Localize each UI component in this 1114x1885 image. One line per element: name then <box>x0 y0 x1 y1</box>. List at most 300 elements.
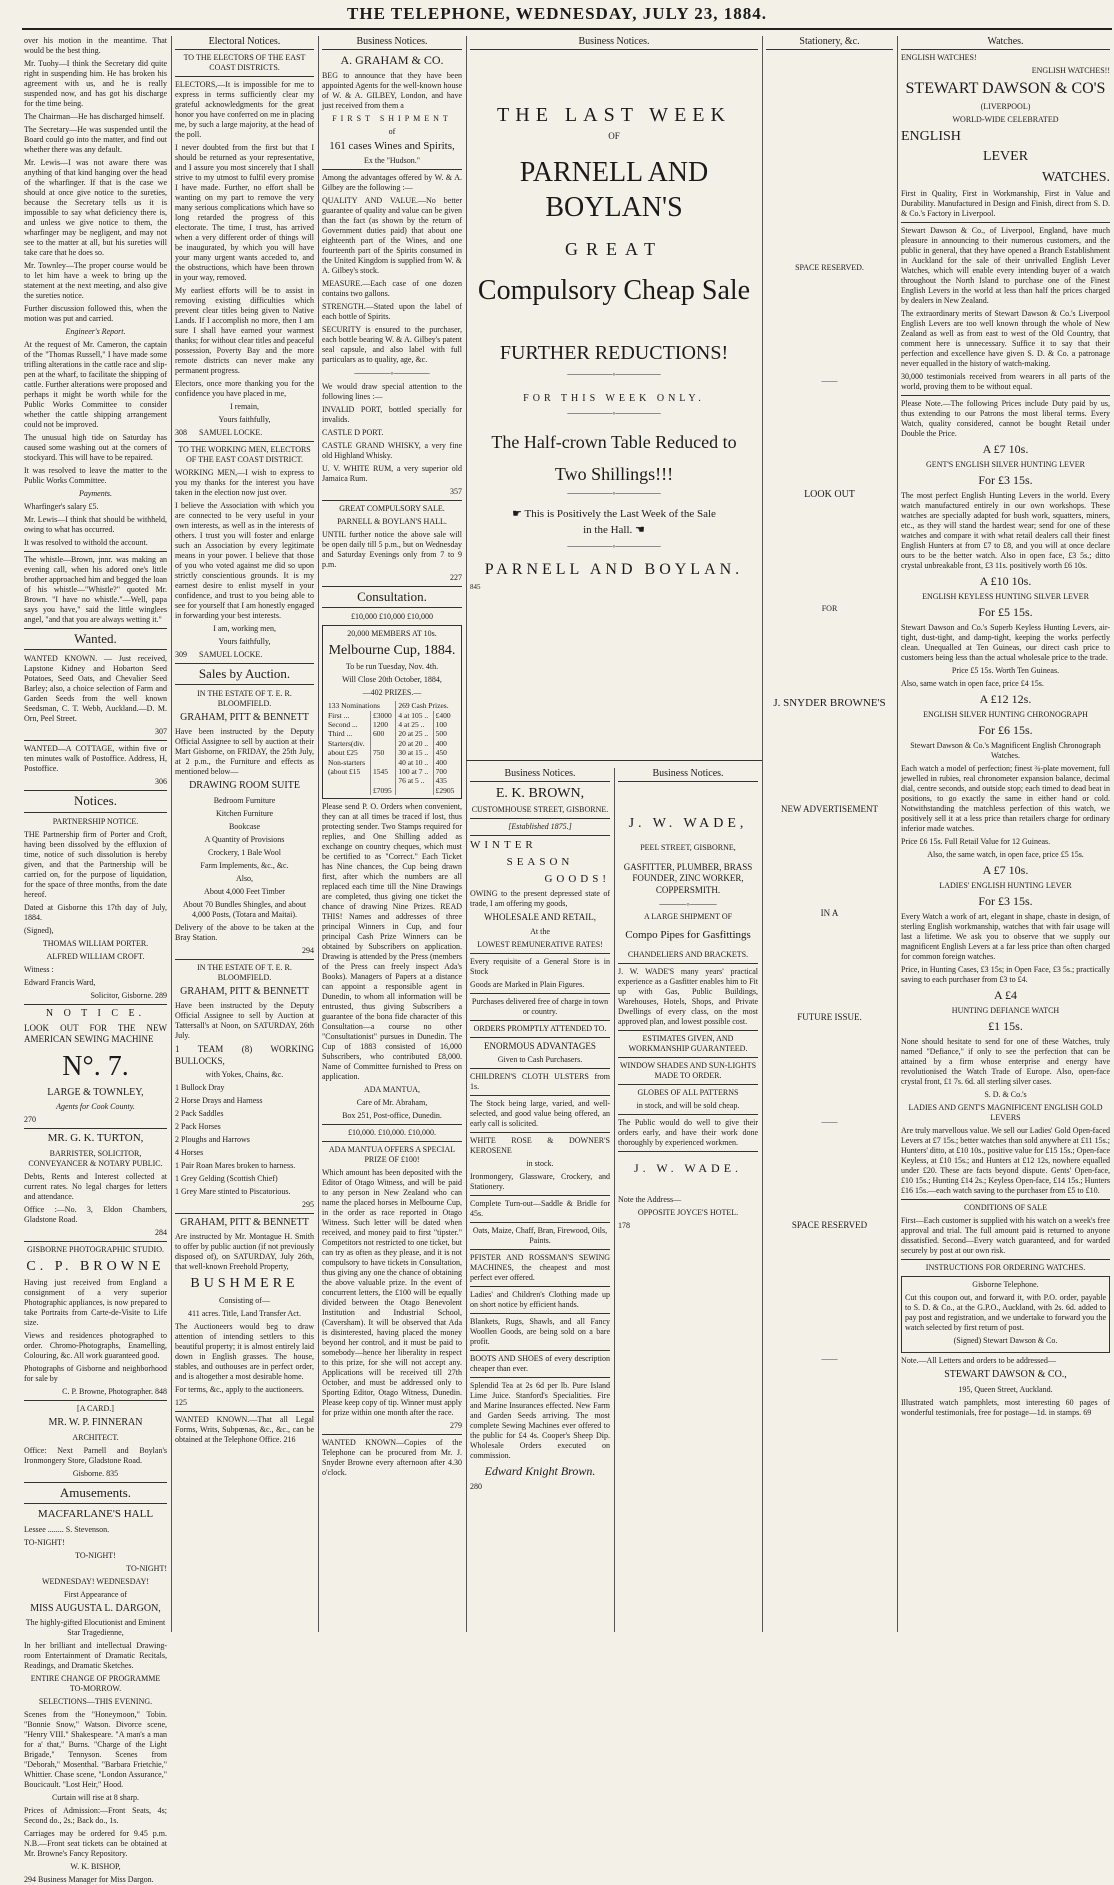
stock-list <box>175 1083 314 1197</box>
watch-desc: Each watch a model of perfection; finest ¾-plate movement, full jewelled in rubies, real chronometer expansion balance, decimal dial, centre seconds, and outside stop; each timed to dead beat in positions, to go exactly the same in either hand or cold. Notwithstanding the matchless perfection of this watch, we positively sell it at a less price than retailers charge for ordinary inferior made watches. <box>901 764 1110 833</box>
table-cell <box>370 758 395 767</box>
winter-label: WINTER <box>470 839 537 851</box>
look-out: LOOK OUT <box>804 488 855 500</box>
compo-pipes: Compo Pipes for Gasfittings <box>625 929 751 941</box>
finneran-town: Gisborne. 835 <box>72 1468 119 1478</box>
divider <box>470 1068 610 1069</box>
table-cell <box>370 739 395 748</box>
list-item: Farm Implements, &c., &c. <box>200 860 289 870</box>
yours-line: Yours faithfully, <box>218 414 271 424</box>
letter-paragraph: I believe the Association with which you are connected to be very useful in your own interests, as well as in the interests of others. I trust you will foster and enlarge such an Association by every legitimate means in your power. I believe that those of you who voted against me did so upon strictly conscientious grounds. It is my earnest desire to enlist myself in your confidence, and trust to you being able to see for yourself that I am honestly engaged in forwarding your best interests. <box>175 500 314 620</box>
divider <box>618 1030 758 1031</box>
list-item: 4 Horses <box>175 1147 204 1157</box>
auction-body: Are instructed by Mr. Montague H. Smith to offer by public auction (if not previously disposed of), on SATURDAY, July 26th, that well-known Freehold Property, <box>175 1232 314 1272</box>
divider <box>470 1195 610 1196</box>
list-item: About 70 Bundles Shingles, and about 4,000 Posts, (Totara and Maitai). <box>182 899 307 919</box>
divider <box>470 1313 610 1314</box>
working-men-letter <box>175 468 314 621</box>
ad-number: 357 <box>450 486 462 496</box>
table-cell: Third ... <box>328 729 353 739</box>
electoral-heading: Electoral Notices. <box>175 36 314 50</box>
prize-total: £2905 <box>433 786 458 795</box>
list-item: 1 Pair Roan Mares broken to harness. <box>175 1160 296 1170</box>
table-cell: 20 at 25 .. <box>396 729 433 738</box>
lever-label: LEVER <box>982 149 1029 164</box>
kerosene: WHITE ROSE & DOWNER'S KEROSENE <box>470 1135 610 1155</box>
divider <box>470 1350 610 1351</box>
sd-address: 195, Queen Street, Auckland. <box>958 1384 1053 1394</box>
table-cell: 450 <box>433 748 458 757</box>
list-item: U. V. WHITE RUM, a very superior old Jamaica Rum. <box>322 463 462 483</box>
price-offer: A £7 10s. <box>982 863 1029 877</box>
payments-paragraph: Wharfinger's salary £5. <box>24 502 99 511</box>
notice-heading: N O T I C E. <box>45 1007 146 1019</box>
auctioneer-name: GRAHAM, PITT & BENNETT <box>180 985 309 997</box>
divider <box>901 222 1110 223</box>
table-cell: 30 at 15 .. <box>396 748 433 757</box>
selections-list: Scenes from the "Honeymoon," Tobin. "Bonnie Snow," Watson. Divorce scene, "Henry VIII." Shakespeare. "A man's a man for a' that," Burns. "Charge of the Light Brigade," Tennyson. Scenes from "Deborah," Mosenthal. "Barbara Frietchie," Whittier. Chase scene, "London Assurance," Boucicault. "Lost Heir," Hood. <box>24 1710 167 1790</box>
column-5 <box>766 36 893 1632</box>
list-item: Kitchen Furniture <box>215 808 274 818</box>
table-row <box>326 767 458 776</box>
dargon-desc: In her brilliant and intellectual Drawing-room Entertainment of Dramatic Recitals, Readings, and Dramatic Sketches. <box>24 1641 167 1671</box>
divider <box>901 1259 1110 1260</box>
melbourne-cup: Melbourne Cup, 1884. <box>328 642 456 658</box>
divider <box>175 441 314 442</box>
wade-street: PEEL STREET, GISBORNE, <box>640 843 736 852</box>
ek-signature: Edward Knight Brown. <box>484 1463 596 1478</box>
engineer-paragraph: At the request of Mr. Cameron, the captain of the "Thomas Russell," I have made some trifling alterations in the cattle race and slip-pen at the wharf, to facilitate the shipping of cattle. Further alterations were proposed and perhaps it might be worth while for the Public Works Committee to consider whether the cattle shipping arrangement could not be improved. <box>24 340 167 429</box>
list-item: A Quantity of Provisions <box>204 834 285 844</box>
first-shipment: FIRST SHIPMENT <box>332 113 452 123</box>
furniture-list <box>175 796 314 871</box>
table-row <box>326 729 458 738</box>
notices-heading: Notices. <box>24 790 167 812</box>
stationery-heading: Stationery, &c. <box>766 36 893 50</box>
first-in-quality: First in Quality, First in Workmanship, First in Value and Durability. Manufactured in Design and Finish, direct from S. D. & Co.'s Factory in Liverpool. <box>901 189 1110 218</box>
new-advertisement: NEW ADVERTISEMENT <box>780 803 879 814</box>
globes-sub: in stock, and will be sold cheap. <box>636 1100 740 1110</box>
watches-label: WATCHES. <box>1041 169 1110 185</box>
watches-desc: Stewart Dawson & Co., of Liverpool, England, have much pleasure in announcing to their numerous customers, and the public in general, that they have opened a Branch Establishment in Auckland for the sale of their unrivalled English Lever Watches, which will enable every intending buyer of a watch throughout the North Island to purchase one of the Finest English Levers in the world at less than half the prices charged by dealers in New Zealand. <box>901 226 1110 305</box>
future-issue: FUTURE ISSUE. <box>797 1012 862 1023</box>
yokes-line: with Yokes, Chains, &c. <box>205 1069 284 1079</box>
report-paragraph: The Secretary—He was suspended until the Board could go into the matter, and find out whether there was any default. <box>24 125 167 154</box>
list-item: 2 Ploughs and Harrows <box>175 1134 250 1144</box>
quality-value: QUALITY AND VALUE.—No better guarantee of quality and value can be given than the fact (as shown by the return of Government duties paid) that about one eighteenth part of the Wines, and one fourteenth part of the Spirits consumed in the United Kingdom is supplied from W. & A. Gilbey's stock. <box>322 196 462 276</box>
column-2 <box>175 36 314 1632</box>
world-wide: WORLD-WIDE CELEBRATED <box>952 114 1059 124</box>
ad-number: 279 <box>450 1421 462 1430</box>
table-cell: First ... <box>328 710 350 720</box>
this-week-only: FOR THIS WEEK ONLY. <box>523 392 705 404</box>
payments-paragraph: Mr. Lewis—I think that should be withheld, owing to what has occurred. <box>24 515 167 534</box>
prize-table <box>326 701 458 795</box>
wanted-ad-cottage: WANTED—A COTTAGE, within five or ten minutes walk of Postoffice. Address, H, Postoffice. <box>24 744 167 774</box>
clothing-line: Ladies' and Children's Clothing made up on short notice by efficient hands. <box>470 1289 610 1309</box>
tonight: TO-NIGHT! <box>75 1550 116 1560</box>
compulsory-sale-title: Compulsory Cheap Sale <box>477 275 751 307</box>
note-letters: Note.—All Letters and orders to be addressed— <box>901 1356 1056 1365</box>
orders-attended: ORDERS PROMPTLY ATTENDED TO. <box>473 1023 607 1033</box>
cases-line: 161 cases Wines and Spirits, <box>329 139 455 152</box>
pointing-hand-icon: ☛ <box>512 507 525 520</box>
english-watches: ENGLISH WATCHES! <box>901 52 977 62</box>
ad-number: 178 <box>618 1220 630 1230</box>
globes: GLOBES OF ALL PATTERNS <box>637 1087 739 1097</box>
prize-total: £7095 <box>370 786 395 795</box>
requisite-line: Every requisite of a General Store is in Stock <box>470 956 610 976</box>
witness-name: Edward Francis Ward, <box>24 977 96 987</box>
letter-paragraph: ELECTORS,—It is impossible for me to express in terms sufficiently clear my grateful acknowledgments for the great honor you have conferred on me in placing me, by such a large majority, at the head of the poll. <box>175 79 314 139</box>
table-cell: 100 at 7 .. <box>396 767 433 776</box>
auction-heading: Sales by Auction. <box>175 663 314 685</box>
watch-price: For £3 15s. <box>978 473 1033 487</box>
coupon-box <box>901 1276 1110 1353</box>
programme-change: ENTIRE CHANGE OF PROGRAMME TO-MORROW. <box>30 1674 161 1694</box>
prize-head: 133 Nominations <box>328 701 380 711</box>
list-item: 2 Horse Drays and Harness <box>175 1095 263 1105</box>
partnership-date: Dated at Gisborne this 17th day of July, 1884. <box>24 902 167 922</box>
ornament-divider: —————◦————— <box>567 541 661 551</box>
ad-number: 306 <box>155 777 167 787</box>
table-row <box>326 748 458 757</box>
divider <box>24 551 167 552</box>
report-paragraph: over his motion in the meantime. That would be the best thing. <box>24 36 167 55</box>
price-offer: A £10 10s. <box>979 574 1032 588</box>
divider <box>322 169 462 170</box>
purchases-delivered: Purchases delivered free of charge in town or country. <box>471 996 609 1016</box>
ek-brown-heading: E. K. BROWN, <box>495 785 585 801</box>
table-cell: 750 <box>370 748 395 757</box>
bullock-team: 1 TEAM (8) WORKING BULLOCKS, <box>175 1044 314 1066</box>
engineer-paragraph: It was resolved to leave the matter to the Public Works Committee. <box>24 466 167 485</box>
wanted-ad-seeds: WANTED KNOWN. — Just received, Lapstone Kidney and Hobarton Seed Potatoes, Seed Oats, and Chevalier Seed Barley; also, a choice selection of Farm and Garden Seeds from the well known Seedsman, C. T. Webb, Auckland.—D. M. Orn, Peel Street. <box>24 654 167 724</box>
close-date: Will Close 20th October, 1884, <box>342 675 442 685</box>
ornament-divider: —————◦————— <box>567 408 661 418</box>
estimates: ESTIMATES GIVEN, AND WORKMANSHIP GUARANTEED. <box>628 1033 748 1053</box>
finneran-title: ARCHITECT. <box>72 1432 119 1442</box>
masthead-title: THE TELEPHONE, WEDNESDAY, JULY 23, 1884. <box>347 4 767 23</box>
finneran-heading: MR. W. P. FINNERAN <box>48 1417 143 1429</box>
divider <box>470 1037 610 1038</box>
table-row <box>326 776 458 785</box>
watch-name: HUNTING DEFIANCE WATCH <box>951 1006 1060 1015</box>
auction-body: Have been instructed by the Deputy Official Assignee to sell by auction at their Mart Gisborne, on FRIDAY, the 25th July, at 2 p.m., the Furniture and effects as mentioned below— <box>175 727 314 777</box>
photo-body: Views and residences photographed to order. Chromo-Photographs, Enamelling, Colouring, &c. All work guaranteed good. <box>24 1331 167 1361</box>
for-label: FOR <box>821 604 838 613</box>
prize-head: 269 Cash Prizes. <box>396 701 458 710</box>
timber-list <box>175 887 314 920</box>
owing-body: OWING to the present depressed state of trade, I am offering my goods, <box>470 889 610 909</box>
hall-heading: MACFARLANE'S HALL <box>37 1508 154 1520</box>
divider <box>618 1114 758 1115</box>
divider <box>322 1141 462 1142</box>
divider <box>470 1020 610 1021</box>
list-item: Bedroom Furniture <box>213 795 276 805</box>
divider <box>470 818 610 819</box>
watch-sub: Stewart Dawson & Co.'s Magnificent English Chronograph Watches. <box>910 741 1101 760</box>
electors-letter <box>175 80 314 399</box>
photo-sign: C. P. Browne, Photographer. 848 <box>62 1387 167 1397</box>
letter-paragraph: Electors, once more thanking you for the confidence you have placed in me, <box>175 378 314 398</box>
finneran-office: Office: Next Parnell and Boylan's Ironmongery Store, Gladstone Road. <box>24 1445 167 1465</box>
delivery-note: Delivery of the above to be taken at the Bray Station. <box>175 922 314 942</box>
divider <box>470 1377 610 1378</box>
divider <box>470 835 610 836</box>
table-cell: 1200 <box>370 720 395 729</box>
tonight: TO-NIGHT! <box>24 1537 65 1547</box>
ad-number: 125 <box>175 1397 187 1407</box>
signed-label: (Signed), <box>24 925 54 935</box>
sd-desc: Are truly marvellous value. We sell our Ladies' Gold Open-faced Levers at £7 15s.; better watches than sold anywhere at £11 15s.; Hunters' ditto, at £10 10s., positive value for £15 15s.; Open-face Keyless, at £10 15s.; and Hunters at £12 12s, nowhere equalled under £20. These are facts beyond dispute. Gents' Open-face, £10 15s.; Hunting £14 2s.; Keyless Open-face, £14 15s.; Hunters £16 15s.—each watch saving to the purchaser from £5 to £10. <box>901 1126 1110 1195</box>
oats-line: Oats, Maize, Chaff, Bran, Firewood, Oils, Paints. <box>472 1225 608 1245</box>
watch-desc: Stewart Dawson and Co.'s Superb Keyless Hunting Levers, air-tight, dust-tight, and damp-tight, keeping the works perfectly clean. Unequalled at Ten Guineas, our direct cash price to customers being less than the actual wholesale price to the trade. <box>901 623 1110 662</box>
in-the-hall: in the Hall. ☚ <box>583 524 645 537</box>
auctioneer-name: GRAHAM, PITT & BENNETT <box>180 1216 309 1228</box>
amusements-heading: Amusements. <box>24 1482 167 1504</box>
ada-offers-body: Which amount has been deposited with the Editor of Otago Witness, and will be paid to any person in New Zealand who can name the placed horses in Melbourne Cup, in the order as race reported in Otago Witness. Such letter will be dated when received, and money paid to first "tipster." Competitors not restricted to one ticket, but can try as often as they please, and it is not compulsory to have tickets in Consultation, thus giving any one the chance of obtaining the above valuable prize. In the event of concurrent letters, the £100 will be equally divided between the Otago Benevolent Institution and Industrial School, (Caversham). It will be observed that Ada is disinterested, having placed the money beyond her control, and it must be paid to somebody—hence her liberality in respect to this prize, for she will not accept any. Applications will be received till 27th October, and must be addressed only to Sporting Editor, Otago Witness, Dunedin. Please keep copy of tip. Winner must apply for prize within one month after the race. <box>322 1168 462 1417</box>
at-the: At the <box>530 926 550 936</box>
graham-heading: A. GRAHAM & CO. <box>340 52 444 67</box>
table-cell: 400 <box>433 739 458 748</box>
consisting-label: Consisting of— <box>219 1295 270 1305</box>
engineer-paragraph: The unusual high tide on Saturday has caused some washing out at the corners of stockyard. This will have to be repaired. <box>24 433 167 462</box>
watch-price-note: Price, in Hunting Cases, £3 15s; in Open Face, £3 5s.; practically saving to each purchaser from £3 to £4. <box>901 965 1110 984</box>
please-note: Please Note.—The following Prices include Duty paid by us, thus extending to our Patrons the most liberal terms. Every Watch, quality considered, cannot be bought Retail under Double the Price. <box>901 399 1110 438</box>
lowest-rates: LOWEST REMUNERATIVE RATES! <box>477 939 603 949</box>
divider <box>901 395 1110 396</box>
table-cell: £3000 <box>370 711 395 720</box>
also-label: Also, <box>235 873 254 883</box>
parnell-boylan-heading: PARNELL AND BOYLAN'S <box>519 156 709 223</box>
business-notices-heading: Business Notices. <box>618 768 758 782</box>
partnership-body: THE Partnership firm of Porter and Croft, having been dissolved by the effluxion of time, notice of such dissolution is hereby given, and that the Partnership will be carried on, for the purpose of liquidation, for the space of three months, from the date hereof. <box>24 829 167 899</box>
ad-number: 284 <box>155 1227 167 1237</box>
yours-line: Yours faithfully, <box>218 636 271 646</box>
column-rule <box>318 36 319 1632</box>
boots-line: BOOTS AND SHOES of every description cheaper than ever. <box>470 1353 610 1373</box>
admission-prices: Prices of Admission:—Front Seats, 4s; Second do., 2s.; Back do., 1s. <box>24 1806 167 1826</box>
signature-line: 309 SAMUEL LOCKE. <box>175 649 263 659</box>
column-1 <box>24 36 167 1885</box>
season-label: SEASON <box>506 855 574 868</box>
in-stock: in stock. <box>526 1158 554 1168</box>
firm-name: LARGE & TOWNLEY, <box>47 1086 144 1098</box>
ornament-divider: —————◦————— <box>567 488 661 499</box>
section-rule <box>466 760 762 761</box>
watch-desc: Every Watch a work of art, elegant in shape, chaste in design, of sterling English workmanship, watches that with fair usage will last a lifetime. We ask you to observe that we supply our magnificent English Levers at a far less price than often charged for common foreign watches. <box>901 912 1110 961</box>
chandeliers: CHANDELIERS AND BRACKETS. <box>627 949 749 959</box>
legal-forms-notice: WANTED KNOWN.—That all Legal Forms, Writs, Subpœnas, &c., &c., can be obtained at the Telephone Office. 216 <box>175 1414 314 1444</box>
divider <box>470 1286 610 1287</box>
divider <box>24 1004 167 1005</box>
sd-heading: S. D. & Co.'s <box>984 1090 1027 1099</box>
table-row <box>326 720 458 729</box>
divider <box>175 1411 314 1412</box>
established: [Established 1875.] <box>508 822 572 831</box>
acres-line: 411 acres. Title, Land Transfer Act. <box>187 1308 302 1318</box>
curtain-time: Curtain will rise at 8 sharp. <box>51 1793 140 1803</box>
dargon-name: MISS AUGUSTA L. DARGON, <box>30 1602 161 1614</box>
ada-name: ADA MANTUA, <box>364 1085 420 1094</box>
ironmongery: Ironmongery, Glassware, Crockery, and Stationery. <box>470 1171 610 1191</box>
report-paragraph: Mr. Townley—The proper course would be to let him have a week to bring up the statement at the next meeting, and also give the sureties notice. <box>24 261 167 300</box>
tonight: TO-NIGHT! <box>126 1563 167 1573</box>
in-a: IN A <box>820 908 839 918</box>
dash-ornament: —— <box>821 1116 838 1126</box>
stock-being: The Stock being large, varied, and well-selected, and good value being offered, an early call is solicited. <box>470 1098 610 1128</box>
among-advantages: Among the advantages offered by W. & A. Gilbey are the following :— <box>322 173 462 193</box>
table-cell <box>370 776 395 785</box>
first-appearance: First Appearance of <box>63 1589 128 1599</box>
divider <box>24 1400 167 1401</box>
terms-line: For terms, &c., apply to the auctioneers. <box>175 1384 304 1394</box>
english-label: ENGLISH <box>901 128 961 144</box>
selections-heading: SELECTIONS—THIS EVENING. <box>38 1697 153 1707</box>
photo-studio-heading: GISBORNE PHOTOGRAPHIC STUDIO. <box>27 1244 164 1254</box>
list-item: CASTLE GRAND WHISKY, a very fine old Highland Whisky. <box>322 440 462 460</box>
wade-signature: J. W. WADE. <box>633 1160 743 1175</box>
last-week-heading: THE LAST WEEK <box>497 103 731 126</box>
divider <box>618 1084 758 1085</box>
table-cell: 100 <box>433 720 458 729</box>
ornament-divider: ————◦———— <box>354 368 430 379</box>
column-rule <box>466 36 467 1632</box>
coupon-body: Cut this coupon out, and forward it, with P.O. order, payable to S. D. & Co., at the G.P.O., Auckland, with 2s. 6d. added to pay post and registration, and we undertake to forward you the watch selected by first return of post. <box>905 1293 1106 1332</box>
list-item: About 4,000 Feet Timber <box>204 886 285 896</box>
watch-name: ENGLISH KEYLESS HUNTING SILVER LEVER <box>922 592 1089 601</box>
signature-line: 308 SAMUEL LOCKE. <box>175 427 263 437</box>
ada-address: Box 251, Post-office, Dunedin. <box>342 1111 442 1120</box>
watch-price: For £5 15s. <box>978 605 1033 619</box>
report-paragraph: Further discussion followed this, when the motion was put and carried. <box>24 304 167 323</box>
whistle-anecdote: The whistle—Brown, jnnr. was making an evening call, when his adored one's little brother approached him and begged the loan of his whistle—"Whistle?" quoted Mr. Brown. "I have no whistle."—Well, papa says you have," said the little winglees angel, "and that you are always wetting it." <box>24 555 167 624</box>
table-cell: Second ... <box>328 720 358 729</box>
strength: STRENGTH.—Stated upon the label of each bottle of Spirits. <box>322 302 462 322</box>
table-cell: 700 <box>433 767 458 776</box>
ada-address: Care of Mr. Abraham, <box>356 1098 428 1107</box>
dash-ornament: —— <box>821 1353 838 1363</box>
table-cell: Starters(div. <box>328 738 365 748</box>
ad-number: 845 <box>470 583 481 592</box>
graham-body: BEG to announce that they have been appointed Agents for the well-known house of W. & A. GILBEY, London, and have just received from them a <box>322 70 462 110</box>
run-date: To be run Tuesday, Nov. 4th. <box>345 662 439 672</box>
list-item: Crockery, 1 Bale Wool <box>208 847 281 857</box>
turton-body: Debts, Rents and Interest collected at current rates. No legal charges for letters and attendance. <box>24 1171 167 1201</box>
table-row <box>326 711 458 720</box>
report-paragraph: Mr. Tuohy—I think the Secretary did quite right in suspending him. He has broken his agreement with us, and he is really suspended now, and has got his discharge for the time being. <box>24 59 167 108</box>
watch-price: For £3 15s. <box>978 894 1033 908</box>
wanted-heading: Wanted. <box>24 628 167 650</box>
watches-heading: Watches. <box>901 36 1110 50</box>
carriages-note: Carriages may be ordered for 9.45 p.m. N.B.—Front seat tickets can be obtained at Mr. Browne's Fancy Repository. <box>24 1829 167 1859</box>
list-item: INVALID PORT, bottled specially for invalids. <box>322 404 462 424</box>
wednesday: WEDNESDAY! WEDNESDAY! <box>41 1576 150 1586</box>
divider <box>470 1132 610 1133</box>
watch-price-note: Price £6 15s. Full Retail Value for 12 Guineas. <box>901 837 1051 846</box>
table-cell: 600 <box>370 729 395 738</box>
working-men-title: TO THE WORKING MEN, ELECTORS OF THE EAST COAST DISTRICT. <box>178 444 311 464</box>
instructions-heading: INSTRUCTIONS FOR ORDERING WATCHES. <box>925 1263 1086 1272</box>
list-item: 1 Grey Mare stinted to Piscatorious. <box>175 1186 291 1196</box>
consultation-heading: Consultation. <box>322 586 462 608</box>
column-4a <box>470 768 610 1632</box>
list-item: Bookcase <box>228 821 261 831</box>
divider <box>470 993 610 994</box>
address-label: Note the Address— <box>618 1194 682 1204</box>
wade-address: OPPOSITE JOYCE'S HOTEL. <box>637 1207 739 1217</box>
great-heading: GREAT <box>565 238 663 259</box>
cash-purchasers: Given to Cash Purchasers. <box>497 1054 583 1064</box>
ornament-divider: ———◦——— <box>659 898 717 909</box>
divider <box>24 740 167 741</box>
drawing-room-suite: DRAWING ROOM SUITE <box>189 780 300 792</box>
table-row <box>326 739 458 748</box>
council-report <box>24 36 167 324</box>
consultation-body: Please send P. O. Orders when convenient, they can at all times be traced if lost, thus protecting sender. Two Stamps required for replies, and One Shilling added as exchange on country cheques, which must be certified to as "Correct." Each Ticket has Nine chances, the Cup being drawn first, after which the numbers are all replaced each time till the Nine Drawings are completed, thus giving one ticket the chance of drawing Nine Prizes. READ THIS! Names and addresses of three principal Winners in Cup, and four principal Cash Prize Winners can be obtained by Subscribers on application. Drawing is attended by the Press (members of the Press can freely inspect Ada's Books). Managers of Papers at a distance can appoint a responsible agent in Dunedin, to whom all information will be entrusted, thus giving Subscribers a guarantee of the bona fide character of this Consultation—a course no other "Consultationist" pursues in Dunedin. The Cup of 1883 consisted of 16,000 Subscribers, who contributed £8,000. Name of Committee furnished to Press on application. <box>322 802 462 1081</box>
iam-line: I am, working men, <box>213 623 276 633</box>
business-notices-heading: Business Notices. <box>322 36 462 50</box>
divider <box>322 1434 462 1435</box>
consultation-box <box>322 625 462 799</box>
parnell-signature: PARNELL AND BOYLAN. <box>484 561 744 579</box>
payments-list <box>24 502 167 548</box>
space-reserved: SPACE RESERVED <box>791 1219 868 1230</box>
remain-line: I remain, <box>230 401 259 411</box>
watch-price-note: Price £5 15s. Worth Ten Guineas. <box>951 666 1060 675</box>
compulsory-sale-heading: GREAT COMPULSORY SALE. <box>339 503 445 513</box>
compulsory-sale-body: UNTIL further notice the above sale will be open daily till 5 p.m., but on Wednesday and Saturday Evenings only from 7 to 9 p.m. <box>322 529 462 569</box>
lessee-line: Lessee ........ S. Stevenson. <box>24 1524 110 1534</box>
column-rule <box>171 36 172 1632</box>
watches-desc: The extraordinary merits of Stewart Dawson & Co.'s Liverpool English Levers are too well known through the whole of New Zealand as well as from east to west of the Old Country, that comment here is unnecessary. Suffice it to say that their perfection and excellence have given S. D. & Co. a patronage never equalled in the history of watch-making. <box>901 309 1110 368</box>
auctioneer-name: GRAHAM, PITT & BENNETT <box>180 711 309 723</box>
divider <box>901 1199 1110 1200</box>
price-offer: A £12 12s. <box>979 692 1032 706</box>
divider <box>618 963 758 964</box>
list-item: 1 Bullock Dray <box>175 1082 225 1092</box>
two-shillings: Two Shillings!!! <box>554 463 674 484</box>
watch-price: For £6 15s. <box>978 723 1033 737</box>
compulsory-sale-hall: PARNELL & BOYLAN'S HALL. <box>337 516 447 526</box>
sd-sub: LADIES AND GENT'S MAGNIFICENT ENGLISH GOLD LEVERS <box>908 1103 1103 1122</box>
divider <box>175 959 314 960</box>
list-item: CASTLE D PORT. <box>322 427 384 437</box>
divider <box>175 1213 314 1214</box>
ada-offers-heading: ADA MANTUA OFFERS A SPECIAL PRIZE OF £100! <box>328 1145 456 1164</box>
ad-number: 280 <box>470 1481 482 1491</box>
watch-price: £1 15s. <box>988 1019 1023 1033</box>
photographer-name: C. P. BROWNE <box>26 1258 165 1274</box>
column-rule <box>614 768 615 1632</box>
watch-also: Also, same watch in open face, price £4 15s. <box>901 679 1044 688</box>
turton-heading: MR. G. K. TURTON, <box>47 1132 144 1144</box>
letter-paragraph: I never doubted from the first but that I should be returned as your representative, and I assure you most sincerely that I shall strive to my utmost to fulfil every promise I have made. Further, no effort shall be wanting on my part to remove the very many serious complications which have so long retarded the progress of this electorate. The time, I trust, has arrived when a very different order of things will be inaugurated, by which you will have your many urgent wants acceded to, and the obstructions, which have been thrown in your way, removed. <box>175 142 314 282</box>
photo-body: Photographs of Gisborne and neighborhood for sale by <box>24 1364 167 1384</box>
ad-number: 294 <box>302 945 314 955</box>
payments-paragraph: It was resolved to withold the account. <box>24 538 148 547</box>
list-item: 2 Pack Saddles <box>175 1108 224 1118</box>
halfcrown-table: The Half-crown Table Reduced to <box>491 432 737 453</box>
ornament-divider: —————◦————— <box>567 369 661 380</box>
turnout: Complete Turn-out—Saddle & Bridle for 45s. <box>470 1198 610 1218</box>
table-cell: 4 at 25 .. <box>396 720 433 729</box>
divider <box>470 1222 610 1223</box>
draw-attention: We would draw special attention to the following lines :— <box>322 381 462 401</box>
column-3 <box>322 36 462 1632</box>
estate-title: IN THE ESTATE OF T. E. R. BLOOMFIELD. <box>197 962 292 982</box>
